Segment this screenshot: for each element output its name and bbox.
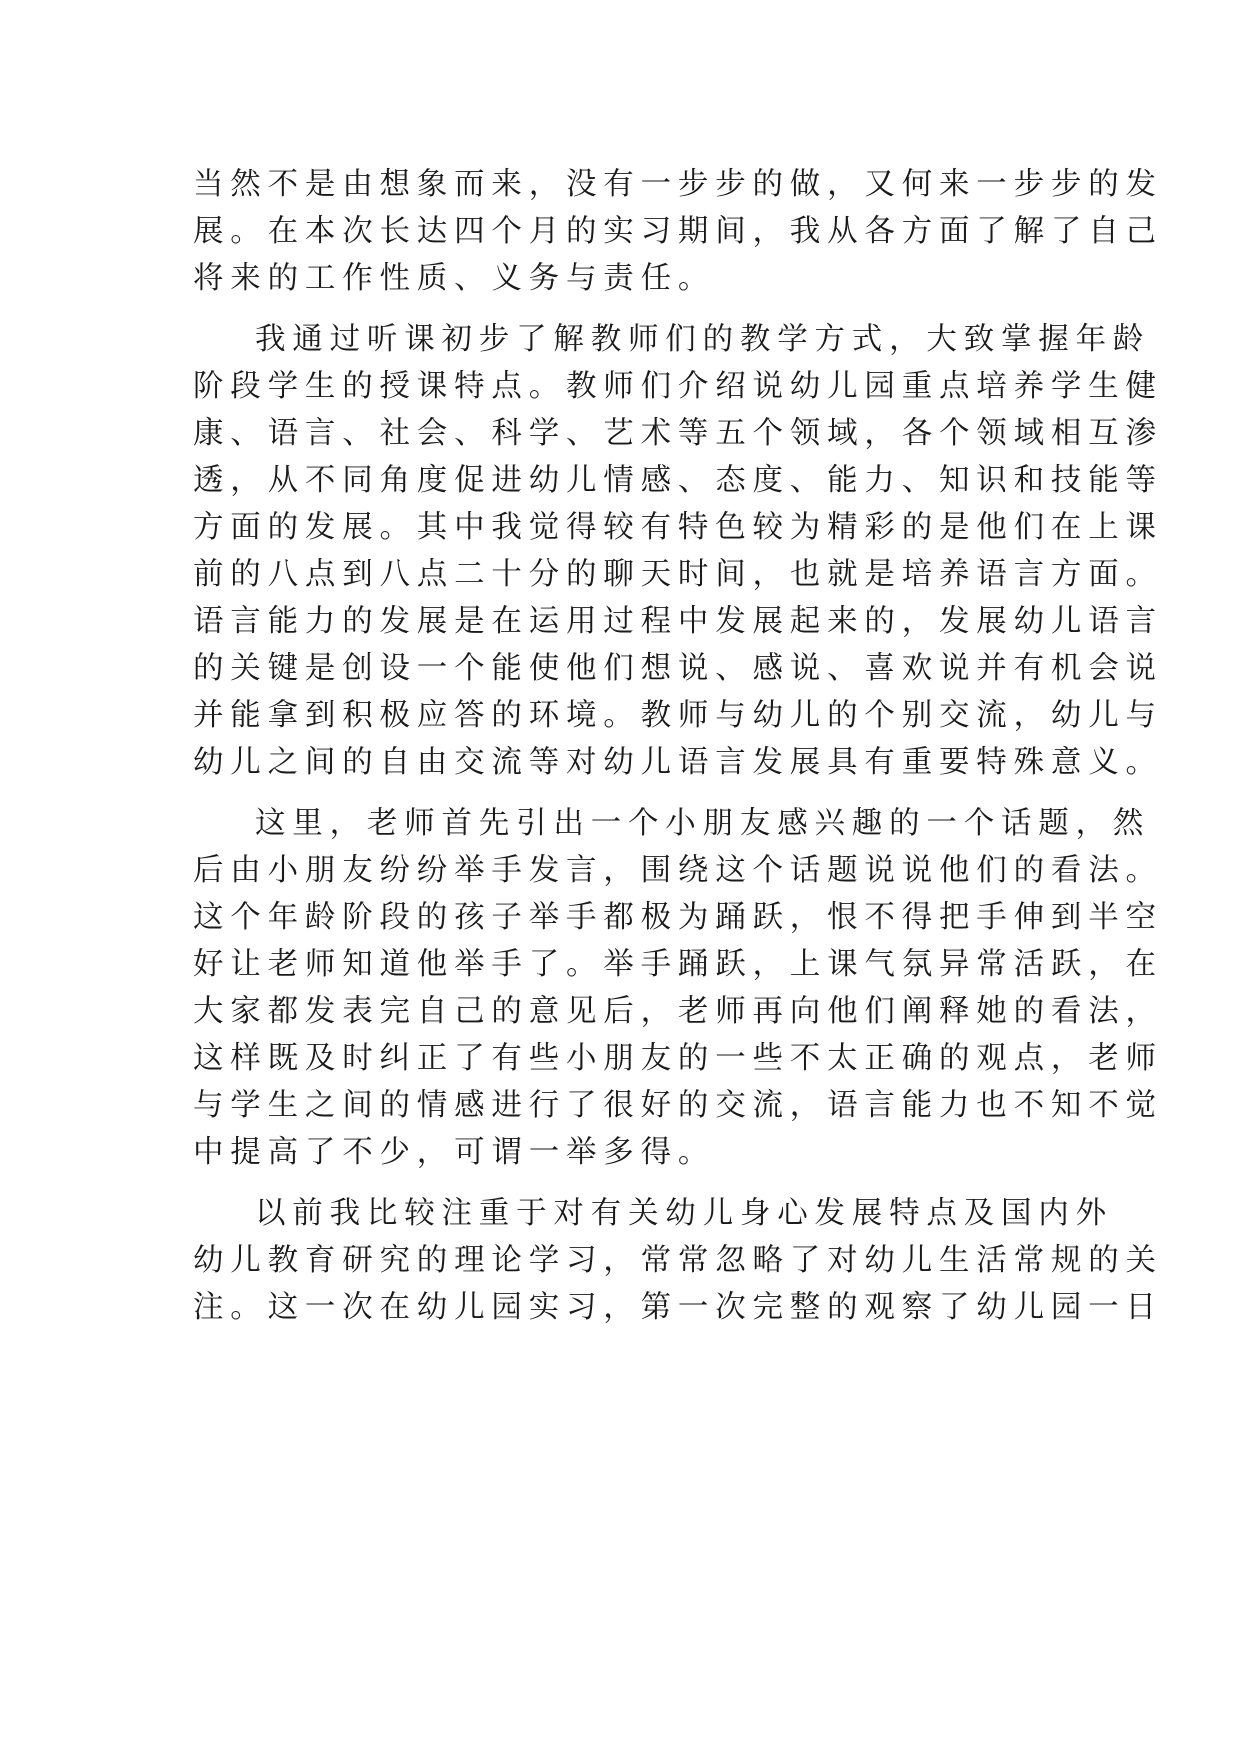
text-line: 的关键是创设一个能使他们想说、感说、喜欢说并有机会说: [193, 651, 1163, 686]
text-line: 这个年龄阶段的孩子举手都极为踊跃，恨不得把手伸到半空: [193, 900, 1163, 935]
text-line: 将来的工作性质、义务与责任。: [193, 261, 716, 296]
text-line: 展。在本次长达四个月的实习期间，我从各方面了解了自己: [193, 214, 1163, 249]
text-line: 后由小朋友纷纷举手发言，围绕这个话题说说他们的看法。: [193, 853, 1163, 888]
body-text: [193, 161, 1163, 1345]
text-line: 这里，老师首先引出一个小朋友感兴趣的一个话题，然: [255, 806, 1151, 841]
text-line: 好让老师知道他举手了。举手踊跃，上课气氛异常活跃，在: [193, 947, 1163, 982]
text-line: 康、语言、社会、科学、艺术等五个领域，各个领域相互渗: [193, 416, 1163, 451]
text-line: 语言能力的发展是在运用过程中发展起来的，发展幼儿语言: [193, 604, 1163, 639]
text-line: 大家都发表完自己的意见后，老师再向他们阐释她的看法，: [193, 994, 1163, 1029]
text-line: 我通过听课初步了解教师们的教学方式，大致掌握年龄: [255, 322, 1151, 357]
text-line: 阶段学生的授课特点。教师们介绍说幼儿园重点培养学生健: [193, 369, 1163, 404]
text-line: 这样既及时纠正了有些小朋友的一些不太正确的观点，老师: [193, 1041, 1163, 1076]
paragraph-4: [193, 1190, 1163, 1331]
text-line: 幼儿教育研究的理论学习，常常忽略了对幼儿生活常规的关: [193, 1243, 1163, 1278]
text-line: 注。这一次在幼儿园实习，第一次完整的观察了幼儿园一日: [193, 1290, 1163, 1325]
paragraph-1: [193, 161, 1163, 302]
text-line: 以前我比较注重于对有关幼儿身心发展特点及国内外: [255, 1196, 1113, 1231]
text-line: 幼儿之间的自由交流等对幼儿语言发展具有重要特殊意义。: [193, 745, 1163, 780]
text-line: 当然不是由想象而来，没有一步步的做，又何来一步步的发: [193, 167, 1163, 202]
text-line: 前的八点到八点二十分的聊天时间，也就是培养语言方面。: [193, 557, 1163, 592]
text-line: 并能拿到积极应答的环境。教师与幼儿的个别交流，幼儿与: [193, 698, 1163, 733]
text-line: 与学生之间的情感进行了很好的交流，语言能力也不知不觉: [193, 1088, 1163, 1123]
paragraph-2: [193, 316, 1163, 786]
paragraph-3: [193, 800, 1163, 1176]
text-line: 透，从不同角度促进幼儿情感、态度、能力、知识和技能等: [193, 463, 1163, 498]
text-line: 中提高了不少，可谓一举多得。: [193, 1135, 716, 1170]
text-line: 方面的发展。其中我觉得较有特色较为精彩的是他们在上课: [193, 510, 1163, 545]
